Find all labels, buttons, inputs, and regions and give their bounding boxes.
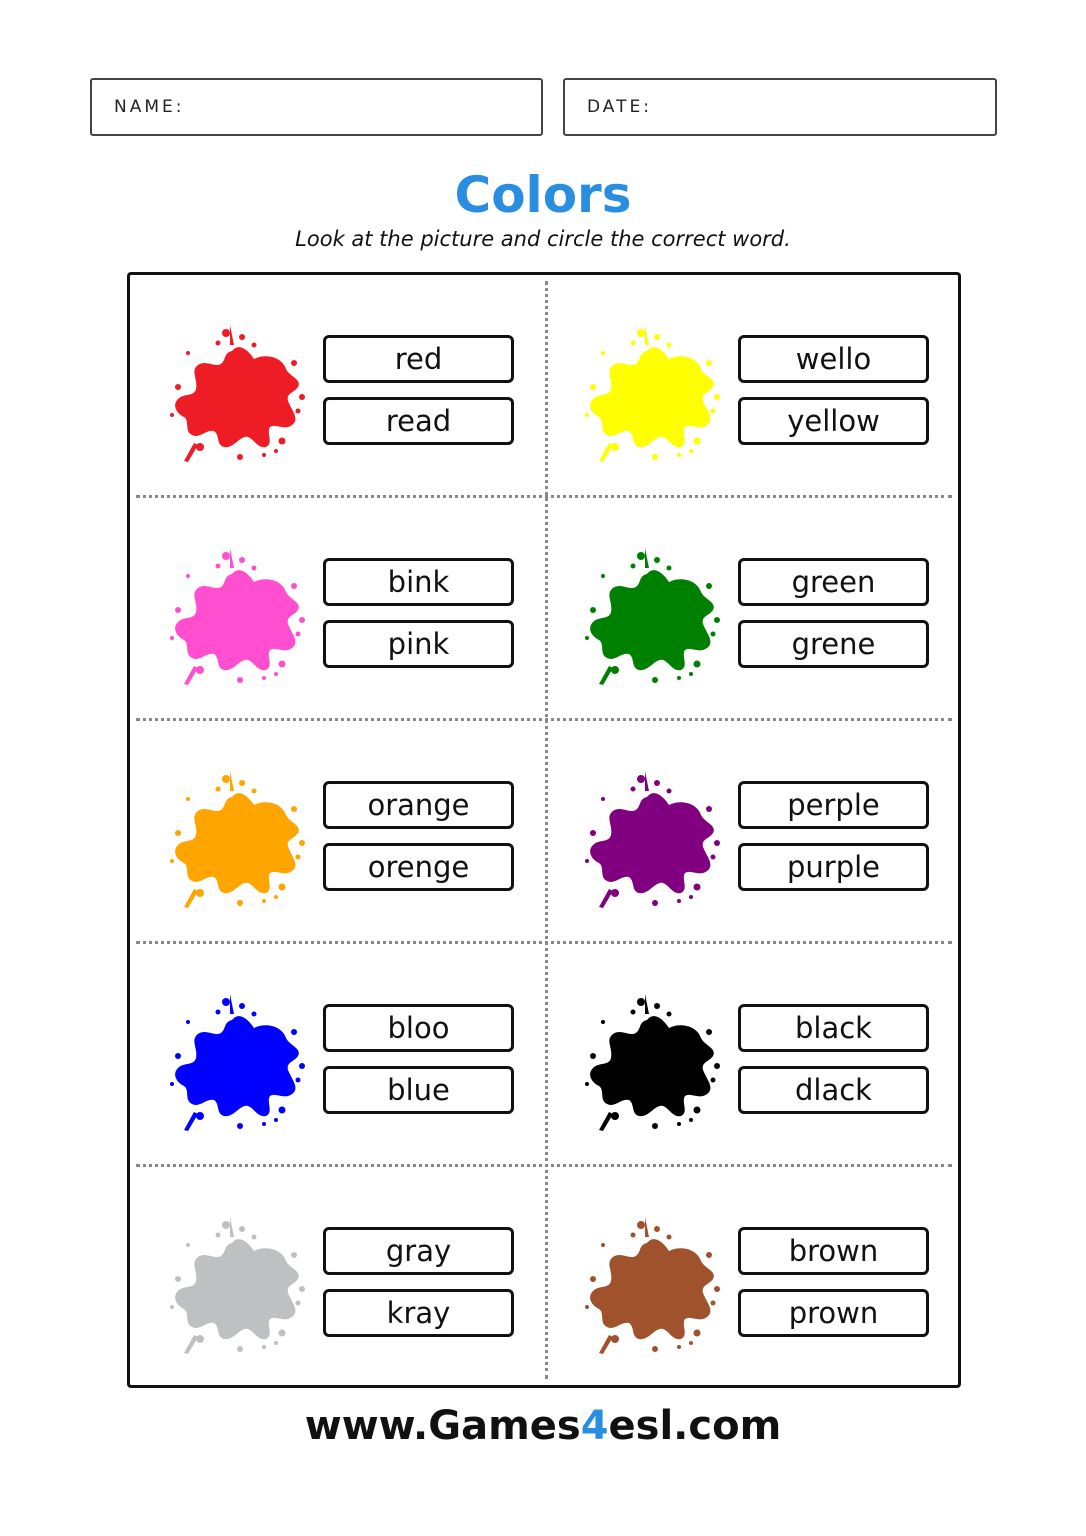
option-button[interactable]: kray [323, 1289, 514, 1337]
option-button[interactable]: brown [738, 1227, 929, 1275]
option-button[interactable]: bink [323, 558, 514, 606]
option-button[interactable]: bloo [323, 1004, 514, 1052]
name-label: NAME: [114, 97, 185, 117]
color-item-black [545, 944, 957, 1166]
color-item-yellow [545, 275, 957, 497]
option-button[interactable]: orange [323, 781, 514, 829]
page-title: Colors [454, 166, 632, 224]
red-paint-splat-icon [170, 323, 306, 463]
option-button[interactable]: black [738, 1004, 929, 1052]
footer-website [0, 1403, 1086, 1449]
option-button[interactable]: gray [323, 1227, 514, 1275]
color-item-brown [545, 1167, 957, 1389]
color-item-gray [130, 1167, 542, 1389]
color-item-orange [130, 721, 542, 943]
yellow-paint-splat-icon [585, 323, 721, 463]
footer-accent: 4 [580, 1403, 609, 1449]
color-item-purple [545, 721, 957, 943]
color-item-pink [130, 498, 542, 720]
footer-prefix: www.Games [304, 1403, 581, 1449]
instructions: Look at the picture and circle the correct word. [295, 227, 791, 251]
option-button[interactable]: yellow [738, 397, 929, 445]
footer-suffix: esl.com [608, 1403, 782, 1449]
color-item-red [130, 275, 542, 497]
date-label: DATE: [587, 97, 652, 117]
option-button[interactable]: read [323, 397, 514, 445]
worksheet-grid [127, 272, 961, 1388]
option-button[interactable]: prown [738, 1289, 929, 1337]
option-button[interactable]: pink [323, 620, 514, 668]
option-button[interactable]: dlack [738, 1066, 929, 1114]
purple-paint-splat-icon [585, 769, 721, 909]
option-button[interactable]: purple [738, 843, 929, 891]
option-button[interactable]: wello [738, 335, 929, 383]
color-item-green [545, 498, 957, 720]
pink-paint-splat-icon [170, 546, 306, 686]
color-item-blue [130, 944, 542, 1166]
option-button[interactable]: grene [738, 620, 929, 668]
option-button[interactable]: green [738, 558, 929, 606]
option-button[interactable]: perple [738, 781, 929, 829]
option-button[interactable]: red [323, 335, 514, 383]
option-button[interactable]: blue [323, 1066, 514, 1114]
green-paint-splat-icon [585, 546, 721, 686]
orange-paint-splat-icon [170, 769, 306, 909]
gray-paint-splat-icon [170, 1215, 306, 1355]
option-button[interactable]: orenge [323, 843, 514, 891]
brown-paint-splat-icon [585, 1215, 721, 1355]
date-field[interactable] [563, 78, 997, 136]
name-field[interactable] [90, 78, 543, 136]
black-paint-splat-icon [585, 992, 721, 1132]
blue-paint-splat-icon [170, 992, 306, 1132]
